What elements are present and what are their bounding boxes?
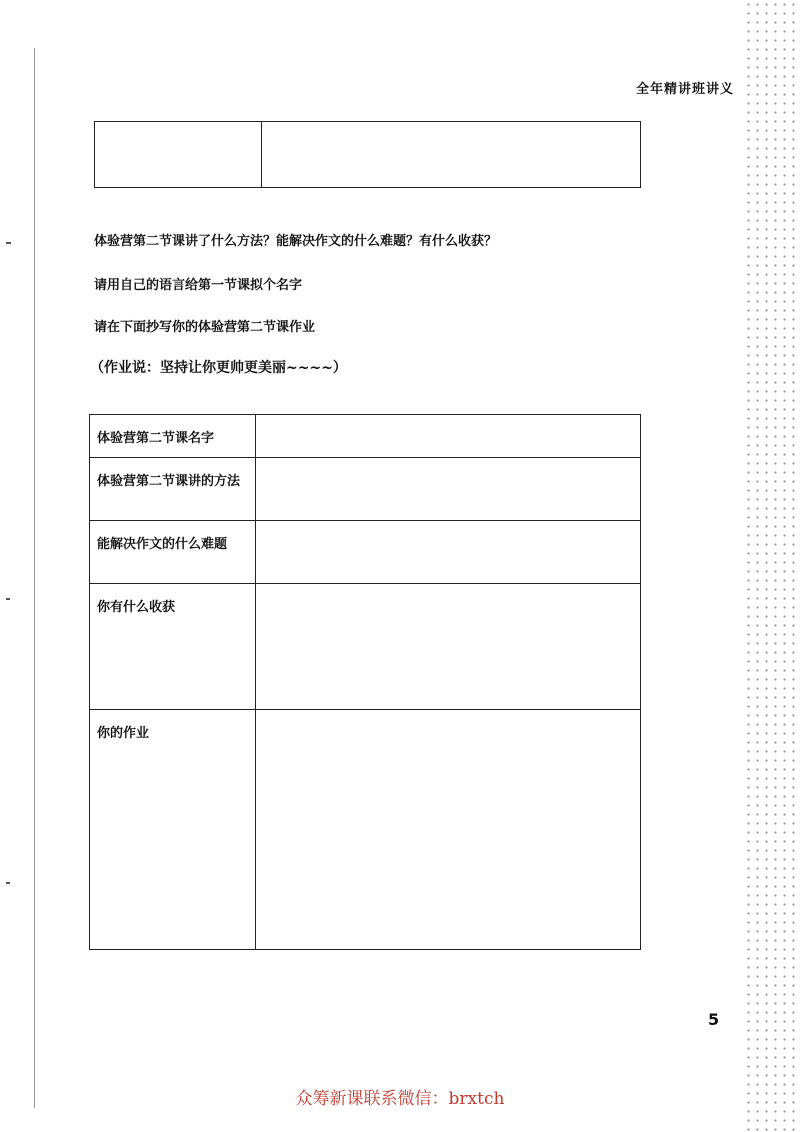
homework-table: [89, 414, 641, 950]
answer-cell-lesson-method[interactable]: [256, 458, 641, 521]
row-label-lesson-method: 体验营第二节课讲的方法: [90, 458, 256, 521]
scan-mark: [6, 242, 11, 244]
table-row: [90, 710, 641, 950]
question-methods: 体验营第二节课讲了什么方法？能解决作文的什么难题？有什么收获？: [94, 234, 498, 249]
table-row: [90, 584, 641, 710]
page-number: 5: [708, 1010, 720, 1029]
top-box-right-cell[interactable]: [262, 122, 640, 187]
scan-mark: [6, 882, 10, 884]
scan-mark: [6, 598, 10, 600]
row-label-gains: 你有什么收获: [90, 584, 256, 710]
answer-cell-writing-problem[interactable]: [256, 521, 641, 584]
contact-watermark: 众筹新课联系微信：brxtch: [295, 1089, 505, 1109]
instruction-name-lesson: 请用自己的语言给第一节课拟个名字: [94, 278, 303, 293]
scan-dot-pattern: [744, 0, 800, 1132]
row-label-writing-problem: 能解决作文的什么难题: [90, 521, 256, 584]
top-box-left-cell[interactable]: [95, 122, 262, 187]
row-label-homework: 你的作业: [90, 710, 256, 950]
answer-cell-gains[interactable]: [256, 584, 641, 710]
binding-edge-line: [34, 48, 35, 1108]
instruction-copy-homework: 请在下面抄写你的体验营第二节课作业: [94, 320, 316, 335]
top-empty-box: [94, 121, 641, 188]
table-row: [90, 415, 641, 458]
answer-cell-homework[interactable]: [256, 710, 641, 950]
table-row: [90, 521, 641, 584]
answer-cell-lesson-name[interactable]: [256, 415, 641, 458]
page-header-title: 全年精讲班讲义: [635, 82, 734, 97]
table-row: [90, 458, 641, 521]
row-label-lesson-name: 体验营第二节课名字: [90, 415, 256, 458]
homework-motto: （作业说：坚持让你更帅更美丽~~~~）: [90, 360, 347, 376]
